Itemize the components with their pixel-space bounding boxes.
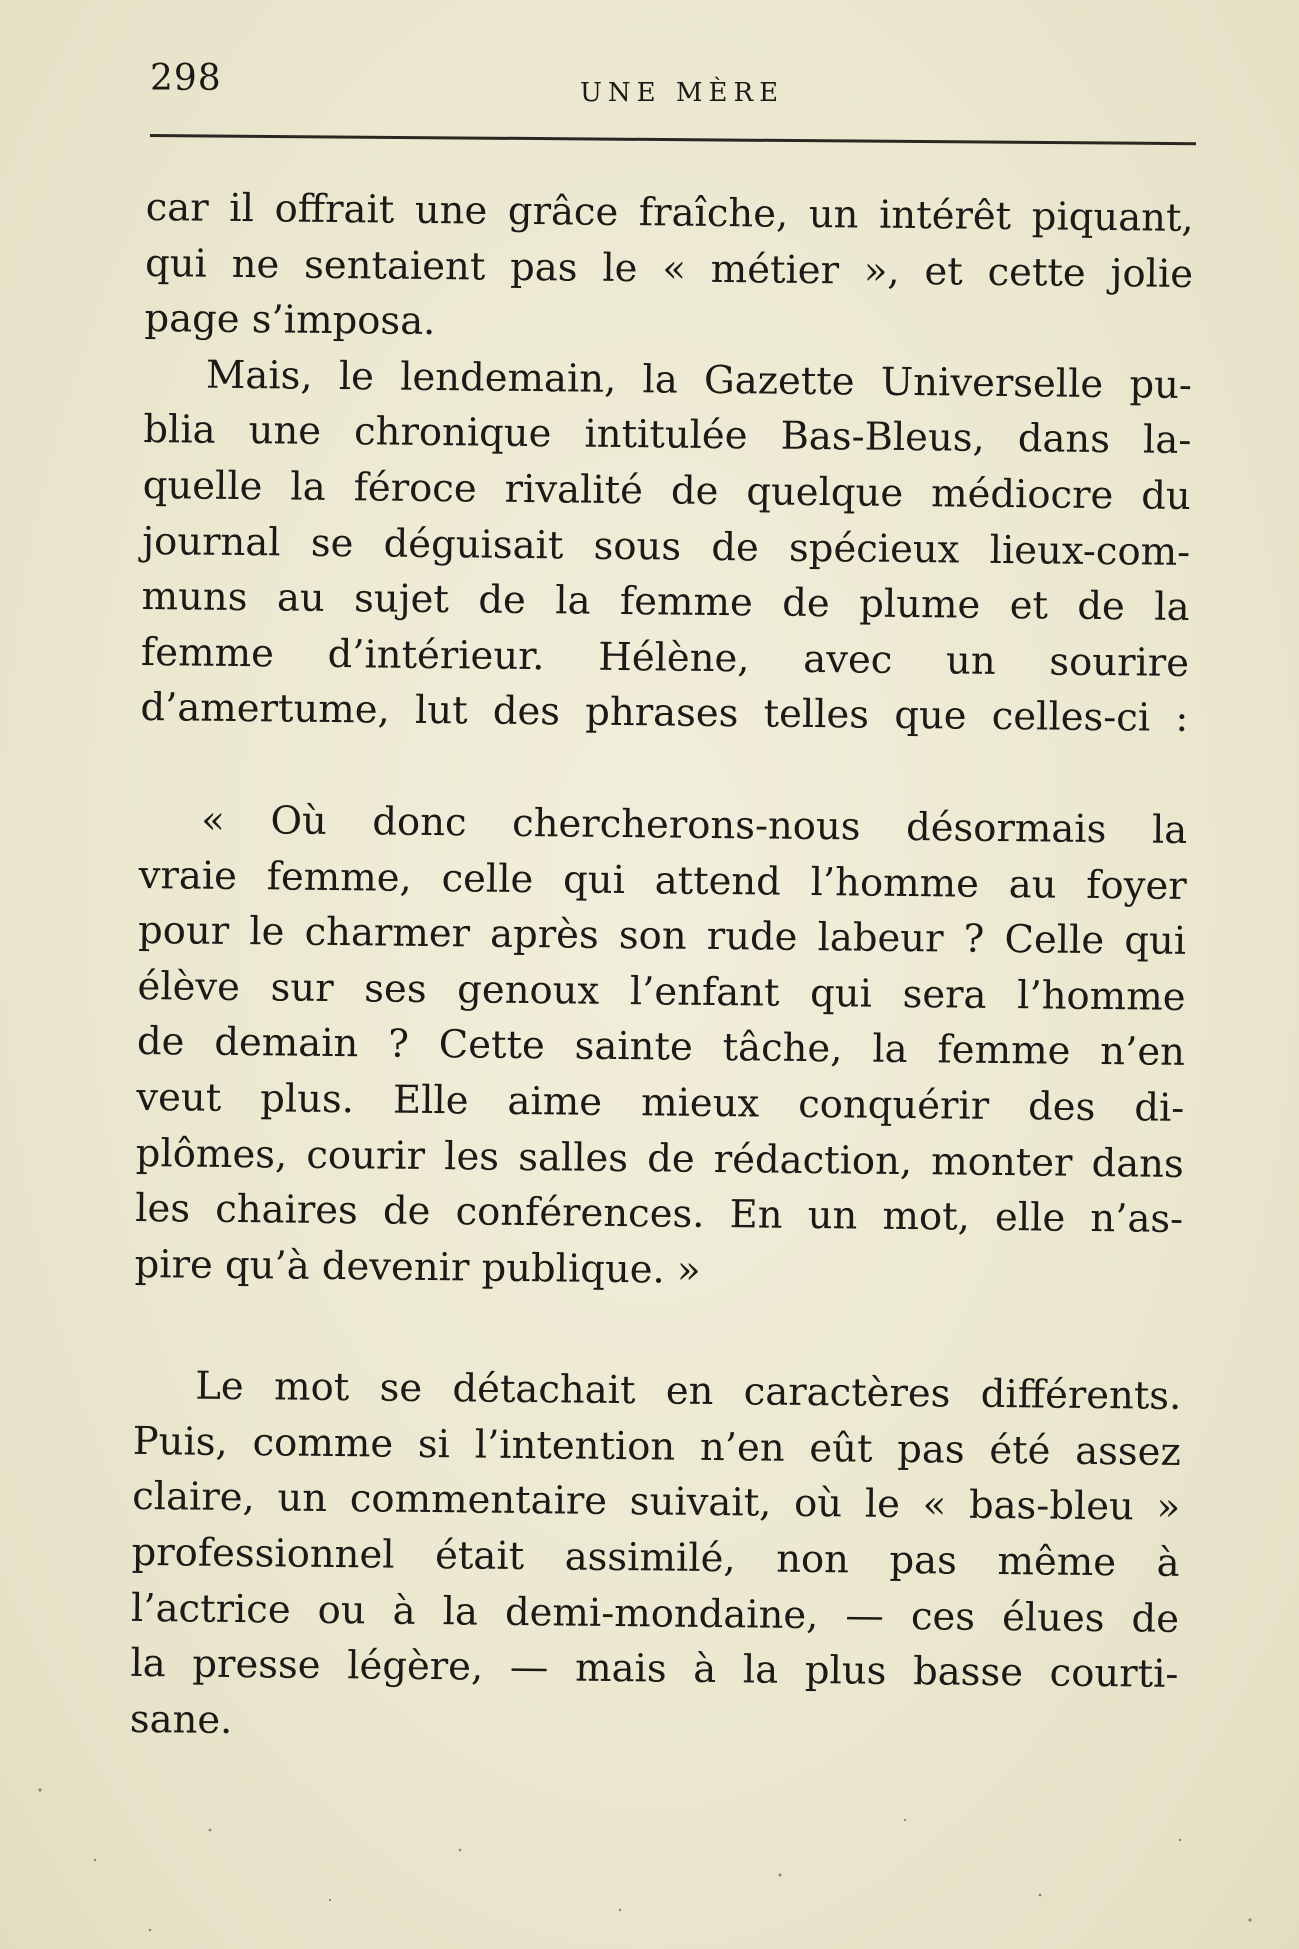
paragraph-1 bbox=[144, 180, 1194, 358]
text-line: vraie femme, celle qui attend l’homme au foyer bbox=[138, 852, 1187, 909]
body-text bbox=[130, 180, 1194, 1758]
text-line: d’amertume, lut des phrases telles que celles-ci : bbox=[140, 685, 1189, 742]
text-line: « Où donc chercherons-nous désormais la bbox=[201, 797, 1188, 853]
text-line: veut plus. Elle aime mieux conquérir des di- bbox=[136, 1074, 1185, 1131]
text-line: femme d’intérieur. Hélène, avec un sourire bbox=[140, 629, 1190, 686]
text-line: sane. bbox=[129, 1696, 233, 1743]
header-rule bbox=[150, 134, 1196, 145]
text-line: pire qu’à devenir publique. » bbox=[134, 1241, 701, 1293]
paragraph-2 bbox=[140, 347, 1192, 747]
text-line: plômes, courir les salles de rédaction, monter dans bbox=[135, 1130, 1184, 1187]
text-line: muns au sujet de la femme de plume et de la bbox=[141, 574, 1190, 631]
text-line: professionnel était assimilé, non pas même à bbox=[131, 1529, 1180, 1586]
running-title: UNE MÈRE bbox=[580, 78, 785, 108]
text-line: Puis, comme si l’intention n’en eût pas été assez bbox=[132, 1418, 1181, 1475]
text-line: élève sur ses genoux l’enfant qui sera l’homme bbox=[137, 963, 1186, 1020]
text-line: les chaires de conférences. En un mot, elle n’as- bbox=[134, 1186, 1184, 1243]
text-line: Mais, le lendemain, la Gazette Universelle pu- bbox=[205, 352, 1193, 408]
text-line: qui ne sentaient pas le « métier », et cette jolie bbox=[144, 240, 1194, 297]
text-line: la presse légère, — mais à la plus basse courti- bbox=[130, 1641, 1179, 1698]
text-line: pour le charmer après son rude labeur ? Celle qui bbox=[137, 908, 1187, 965]
text-line: journal se déguisait sous de spécieux lieux-com- bbox=[141, 518, 1191, 575]
text-line: l’actrice ou à la demi-mondaine, — ces élues de bbox=[130, 1585, 1180, 1642]
text-line: claire, un commentaire suivait, où le « bas-bleu » bbox=[131, 1474, 1181, 1531]
text-line: car il offrait une grâce fraîche, un intérêt piquant, bbox=[145, 184, 1194, 241]
paragraph-gap bbox=[134, 1292, 1183, 1369]
page-header bbox=[150, 58, 1195, 118]
text-line: Le mot se détachait en caractères différents. bbox=[195, 1363, 1182, 1420]
text-line: blia une chronique intitulée Bas-Bleus, dans la- bbox=[143, 407, 1192, 464]
quoted-paragraph bbox=[134, 792, 1187, 1303]
paragraph-4 bbox=[130, 1358, 1182, 1758]
page-number: 298 bbox=[150, 58, 222, 99]
paper-specks bbox=[0, 1700, 1299, 1949]
text-line: page s’imposa. bbox=[144, 296, 436, 345]
text-line: quelle la féroce rivalité de quelque médiocre du bbox=[142, 462, 1191, 519]
text-line: de demain ? Cette sainte tâche, la femme n’en bbox=[136, 1019, 1186, 1076]
